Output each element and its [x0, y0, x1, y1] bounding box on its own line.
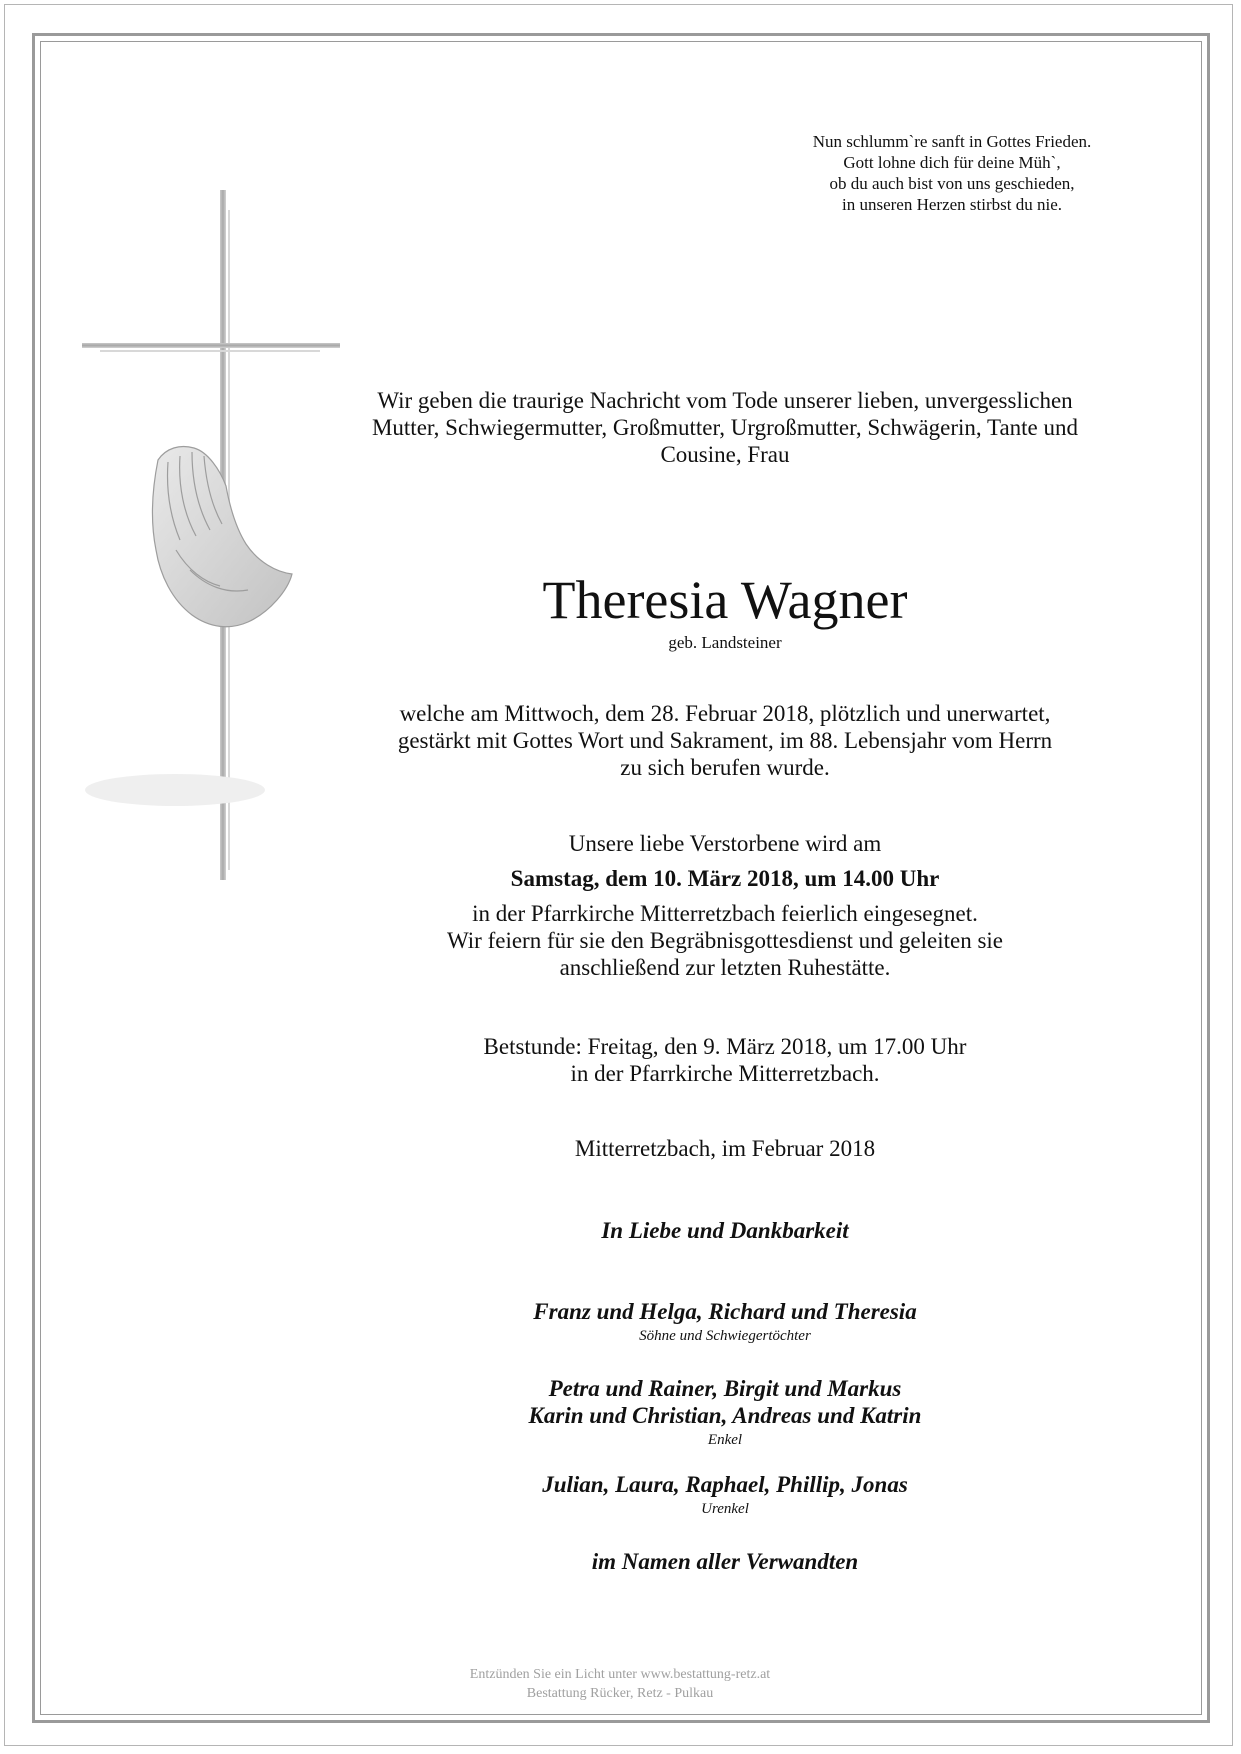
funeral-intro: Unsere liebe Verstorbene wird am: [568, 831, 882, 856]
funeral-detail-line: anschließend zur letzten Ruhestätte.: [559, 955, 891, 980]
mourner-relation: Enkel: [707, 1432, 743, 1448]
funeral-detail-line: in der Pfarrkirche Mitterretzbach feierlich eingesegnet.: [472, 901, 978, 926]
death-notice-line: welche am Mittwoch, dem 28. Februar 2018, plötzlich und unerwartet,: [399, 701, 1051, 726]
mourner-names: Franz und Helga, Richard und Theresia: [533, 1299, 917, 1324]
announcement: [300, 387, 1150, 468]
announcement-line: Mutter, Schwiegermutter, Großmutter, Urgroßmutter, Schwägerin, Tante und: [371, 415, 1079, 440]
footer-line: Bestattung Rücker, Retz - Pulkau: [526, 1686, 714, 1701]
funeral-date: Samstag, dem 10. März 2018, um 14.00 Uhr: [510, 866, 940, 891]
mourner-names: Julian, Laura, Raphael, Phillip, Jonas: [542, 1472, 908, 1497]
cross-with-praying-hands-icon: [80, 190, 340, 910]
motto-line: ob du auch bist von uns geschieden,: [829, 174, 1075, 193]
death-notice-line: gestärkt mit Gottes Wort und Sakrament, im 88. Lebensjahr vom Herrn: [397, 728, 1053, 753]
relatives-line: im Namen aller Verwandten: [591, 1549, 859, 1574]
closing-phrase: In Liebe und Dankbarkeit: [601, 1218, 849, 1243]
motto-line: Gott lohne dich für deine Müh`,: [843, 153, 1061, 172]
funeral-details: [300, 900, 1150, 981]
motto-line: Nun schlumm`re sanft in Gottes Frieden.: [812, 132, 1092, 151]
prayer-line: Betstunde: Freitag, den 9. März 2018, um 17.00 Uhr: [483, 1034, 967, 1059]
announcement-line: Cousine, Frau: [660, 442, 790, 467]
birth-name: geb. Landsteiner: [668, 633, 782, 652]
footer: [320, 1665, 920, 1703]
deceased-name: Theresia Wagner: [542, 570, 908, 630]
mourner-relation: Urenkel: [701, 1501, 749, 1517]
death-notice-line: zu sich berufen wurde.: [620, 755, 830, 780]
prayer-line: in der Pfarrkirche Mitterretzbach.: [570, 1061, 880, 1086]
funeral-detail-line: Wir feiern für sie den Begräbnisgottesdienst und geleiten sie: [446, 928, 1004, 953]
announcement-line: Wir geben die traurige Nachricht vom Tode unserer lieben, unvergesslichen: [377, 388, 1073, 413]
mourner-relation: Söhne und Schwiegertöchter: [639, 1328, 811, 1344]
death-notice: [300, 700, 1150, 781]
footer-line: Entzünden Sie ein Licht unter www.bestattung-retz.at: [469, 1667, 771, 1682]
prayer-hour: [300, 1033, 1150, 1087]
motto-line: in unseren Herzen stirbst du nie.: [842, 195, 1062, 214]
place-date: Mitterretzbach, im Februar 2018: [574, 1136, 876, 1161]
motto-poem: [752, 131, 1152, 215]
mourner-names: Petra und Rainer, Birgit und Markus: [548, 1376, 902, 1401]
mourner-names: Karin und Christian, Andreas und Katrin: [528, 1403, 922, 1428]
